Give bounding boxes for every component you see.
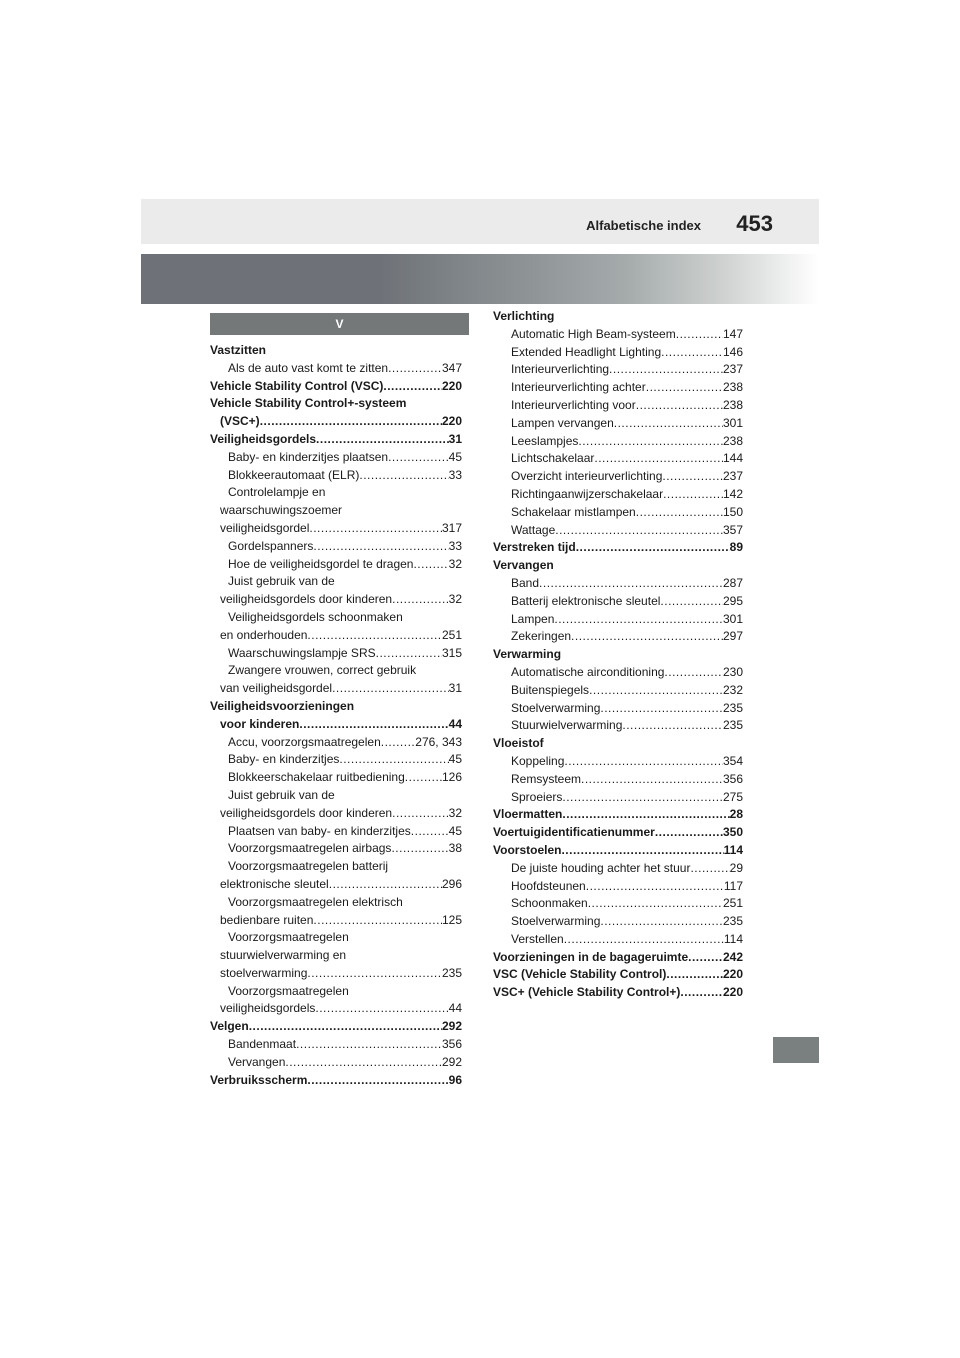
entry-text: Stuurwielverwarming	[511, 718, 623, 733]
entry-text: Overzicht interieurverlichting	[511, 469, 663, 484]
entry-text: Vloeistof	[493, 736, 544, 751]
entry-text: Stoelverwarming	[511, 914, 601, 929]
entry-text: Vervangen	[228, 1054, 286, 1069]
entry-text: en onderhouden	[220, 627, 308, 642]
index-subentry	[493, 522, 743, 540]
index-subentry	[493, 931, 743, 949]
entry-text: Waarschuwingslampje SRS	[228, 645, 376, 660]
dot-leader	[571, 628, 723, 646]
dot-leader	[609, 361, 723, 379]
dot-leader	[589, 682, 723, 700]
dot-leader	[307, 627, 442, 645]
entry-text: Interieurverlichting voor	[511, 397, 636, 412]
chapter-tab	[773, 1037, 819, 1063]
dot-leader	[588, 895, 723, 913]
page-reference: 125	[441, 912, 462, 927]
entry-text: Interieurverlichting	[511, 362, 610, 377]
page-reference: 33	[448, 467, 462, 482]
entry-text: Vastzitten	[210, 343, 267, 357]
index-entry	[210, 413, 462, 431]
index-subentry	[210, 840, 462, 858]
entry-text: Automatic High Beam-systeem	[511, 326, 676, 341]
entry-text: Automatische airconditioning	[511, 664, 665, 679]
dot-leader	[564, 931, 724, 949]
index-subentry	[210, 645, 462, 663]
dot-leader	[676, 326, 723, 344]
page-reference: 275	[722, 789, 743, 804]
index-entry	[210, 1018, 462, 1036]
index-subentry	[493, 486, 743, 504]
entry-text: De juiste houding achter het stuur	[511, 860, 691, 875]
index-subentry	[210, 787, 462, 805]
entry-text: Interieurverlichting achter	[511, 380, 646, 395]
entry-text: Vervangen	[493, 558, 554, 573]
dot-leader	[581, 771, 723, 789]
page-reference: 235	[722, 700, 743, 715]
index-subentry	[210, 983, 462, 1001]
page-reference: 32	[448, 556, 462, 571]
dot-leader	[562, 789, 723, 807]
dot-leader	[636, 397, 723, 415]
page-reference: 317	[441, 520, 462, 535]
page-reference: 220	[722, 967, 743, 982]
index-entry	[210, 1072, 462, 1090]
page-reference: 251	[722, 896, 743, 911]
index-entry	[493, 806, 743, 824]
entry-text: Zwangere vrouwen, correct gebruik	[228, 663, 417, 678]
entry-text: Als de auto vast komt te zitten	[228, 360, 389, 375]
page-reference: 146	[722, 344, 743, 359]
index-subentry	[493, 433, 743, 451]
entry-text: VSC (Vehicle Stability Control)	[493, 967, 667, 982]
page-reference: 354	[722, 753, 743, 768]
index-subentry	[493, 468, 743, 486]
index-subentry	[210, 858, 462, 876]
dot-leader	[249, 1018, 442, 1036]
dot-leader	[392, 591, 449, 609]
entry-text: Voorzorgsmaatregelen	[228, 930, 349, 945]
entry-text: Verlichting	[493, 309, 555, 323]
index-subentry	[493, 361, 743, 379]
page-reference: 150	[722, 504, 743, 519]
page-reference: 296	[441, 876, 462, 891]
page-reference: 357	[722, 522, 743, 537]
dot-leader	[381, 734, 416, 752]
index-subentry	[493, 878, 743, 896]
page-reference: 44	[448, 1001, 462, 1016]
dot-leader	[666, 966, 723, 984]
index-subentry	[493, 450, 743, 468]
dot-leader	[411, 823, 449, 841]
index-subentry	[210, 947, 462, 965]
dot-leader	[622, 717, 723, 735]
page-reference: 126	[441, 770, 462, 785]
entry-text: Voorstoelen	[493, 842, 562, 857]
entry-text: Stoelverwarming	[511, 700, 601, 715]
entry-text: Voorzorgsmaatregelen	[228, 983, 349, 998]
entry-text: veiligheidsgordels	[220, 1001, 316, 1016]
dot-leader	[313, 912, 442, 930]
page-reference: 356	[441, 1037, 462, 1052]
page-reference: 287	[722, 575, 743, 590]
header-title: Alfabetische index	[586, 218, 701, 233]
entry-text: Veiligheidsgordels	[210, 431, 317, 446]
index-subentry	[210, 360, 462, 378]
entry-text: Koppeling	[511, 753, 565, 768]
dot-leader	[388, 360, 442, 378]
dot-leader	[561, 842, 723, 860]
page-reference: 301	[722, 611, 743, 626]
index-entry	[210, 395, 462, 413]
dot-leader	[600, 913, 723, 931]
index-entry	[493, 984, 743, 1002]
entry-text: Baby- en kinderzitjes plaatsen	[228, 449, 389, 464]
entry-text: stuurwielverwarming en	[220, 948, 347, 963]
dot-leader	[539, 575, 723, 593]
index-subentry	[210, 1054, 462, 1072]
dot-leader	[309, 520, 442, 538]
index-subentry	[210, 502, 462, 520]
entry-text: Lampen vervangen	[511, 415, 614, 430]
page-reference: 315	[441, 645, 462, 660]
index-subentry	[493, 326, 743, 344]
entry-text: elektronische sleutel	[220, 876, 329, 891]
page-reference: 235	[722, 718, 743, 733]
entry-text: Vehicle Stability Control (VSC)	[210, 378, 384, 393]
index-subentry	[210, 805, 462, 823]
page-reference: 347	[441, 360, 462, 375]
entry-text: Extended Headlight Lighting	[511, 344, 662, 359]
index-subentry	[210, 734, 462, 752]
entry-text: Lampen	[511, 611, 555, 626]
entry-text: Remsysteem	[511, 771, 582, 786]
entry-text: Plaatsen van baby- en kinderzitjes	[228, 823, 411, 838]
page-reference: 242	[722, 949, 743, 964]
index-subentry	[493, 895, 743, 913]
index-subentry	[210, 769, 462, 787]
entry-text: veiligheidsgordels door kinderen	[220, 805, 393, 820]
index-entry	[493, 949, 743, 967]
index-subentry	[210, 662, 462, 680]
index-column-left	[210, 342, 462, 1089]
entry-text: Voorzieningen in de bagageruimte	[493, 949, 689, 964]
dot-leader	[555, 522, 723, 540]
dot-leader	[307, 1072, 448, 1090]
page-reference: 238	[722, 433, 743, 448]
entry-text: Sproeiers	[511, 789, 563, 804]
dot-leader	[296, 1036, 442, 1054]
entry-text: Controlelampje en	[228, 485, 326, 500]
page-reference: 28	[729, 807, 743, 822]
entry-text: Verstreken tijd	[493, 540, 576, 555]
dot-leader	[307, 965, 442, 983]
dot-leader	[600, 700, 723, 718]
dot-leader	[663, 486, 723, 504]
page-reference: 144	[722, 451, 743, 466]
index-subentry	[493, 575, 743, 593]
entry-text: Blokkeerschakelaar ruitbediening	[228, 770, 405, 785]
index-subentry	[493, 682, 743, 700]
dot-leader	[391, 840, 448, 858]
page-reference: 238	[722, 397, 743, 412]
entry-text: Verbruiksscherm	[210, 1072, 308, 1087]
index-entry	[210, 378, 462, 396]
entry-text: Accu, voorzorgsmaatregelen	[228, 734, 381, 749]
index-subentry	[210, 573, 462, 591]
dot-leader	[662, 468, 723, 486]
entry-text: Baby- en kinderzitjes	[228, 752, 340, 767]
page-reference: 32	[448, 805, 462, 820]
index-entry	[210, 431, 462, 449]
index-subentry	[210, 591, 462, 609]
entry-text: Vloermatten	[493, 807, 563, 822]
index-subentry	[210, 680, 462, 698]
index-entry	[493, 966, 743, 984]
entry-text: stoelverwarming	[220, 965, 308, 980]
page-reference: 301	[722, 415, 743, 430]
index-subentry	[493, 344, 743, 362]
entry-text: (VSC+)	[220, 414, 260, 429]
index-subentry	[210, 520, 462, 538]
index-subentry	[493, 700, 743, 718]
dot-leader	[636, 504, 723, 522]
dot-leader	[564, 753, 723, 771]
index-entry	[493, 539, 743, 557]
dot-leader	[313, 538, 448, 556]
index-subentry	[493, 771, 743, 789]
index-entry	[210, 716, 462, 734]
page-header	[141, 199, 819, 244]
dot-leader	[688, 949, 723, 967]
dot-leader	[586, 878, 724, 896]
index-subentry	[493, 397, 743, 415]
index-subentry	[210, 627, 462, 645]
dot-leader	[646, 379, 723, 397]
dot-leader	[661, 344, 723, 362]
index-subentry	[210, 876, 462, 894]
dot-leader	[332, 680, 449, 698]
dot-leader	[315, 1000, 448, 1018]
entry-text: Vehicle Stability Control+-systeem	[210, 396, 407, 411]
dot-leader	[329, 876, 442, 894]
page-reference: 45	[448, 449, 462, 464]
dot-leader	[680, 984, 723, 1002]
entry-text: waarschuwingszoemer	[220, 503, 343, 518]
entry-text: veiligheidsgordels door kinderen	[220, 592, 393, 607]
dot-leader	[383, 378, 442, 396]
entry-text: Batterij elektronische sleutel	[511, 593, 661, 608]
page-reference: 251	[441, 627, 462, 642]
page-reference: 45	[448, 823, 462, 838]
entry-text: Schakelaar mistlampen	[511, 504, 636, 519]
entry-text: Blokkeerautomaat (ELR)	[228, 467, 360, 482]
entry-text: Hoofdsteunen	[511, 878, 586, 893]
index-subentry	[210, 1000, 462, 1018]
entry-text: Verwarming	[493, 647, 562, 662]
page-reference: 220	[722, 985, 743, 1000]
dot-leader	[655, 824, 723, 842]
index-subentry	[493, 415, 743, 433]
page-reference: 31	[448, 431, 462, 446]
index-subentry	[210, 965, 462, 983]
entry-text: Band	[511, 575, 540, 590]
dot-leader	[690, 860, 729, 878]
page-reference: 295	[722, 593, 743, 608]
page-reference: 32	[448, 592, 462, 607]
index-entry	[210, 342, 462, 360]
entry-text: Hoe de veiligheidsgordel te dragen	[228, 556, 414, 571]
page-reference: 33	[448, 538, 462, 553]
page-reference: 44	[448, 716, 462, 731]
entry-text: Gordelspanners	[228, 538, 314, 553]
dot-leader	[359, 467, 448, 485]
page-reference: 237	[722, 362, 743, 377]
page-reference: 235	[441, 965, 462, 980]
index-subentry	[493, 913, 743, 931]
page-reference: 117	[723, 878, 743, 893]
index-subentry	[210, 538, 462, 556]
dot-leader	[388, 449, 449, 467]
dot-leader	[578, 433, 723, 451]
page-reference: 232	[722, 682, 743, 697]
page-reference: 235	[722, 914, 743, 929]
page-reference: 276, 343	[415, 734, 462, 749]
entry-text: Veiligheidsvoorzieningen	[210, 698, 355, 713]
index-entry	[210, 698, 462, 716]
entry-text: Voorzorgsmaatregelen airbags	[228, 841, 392, 856]
dot-leader	[392, 805, 449, 823]
index-subentry	[493, 860, 743, 878]
entry-text: VSC+ (Vehicle Stability Control+)	[493, 985, 681, 1000]
index-subentry	[210, 912, 462, 930]
entry-text: Bandenmaat	[228, 1037, 297, 1052]
dot-leader	[376, 645, 442, 663]
index-subentry	[210, 556, 462, 574]
entry-text: Richtingaanwijzerschakelaar	[511, 486, 664, 501]
entry-text: Velgen	[210, 1019, 249, 1034]
page-reference: 220	[441, 414, 462, 429]
entry-text: Buitenspiegels	[511, 682, 590, 697]
index-subentry	[493, 504, 743, 522]
entry-text: van veiligheidsgordel	[220, 681, 333, 696]
page-reference: 38	[448, 841, 462, 856]
page-reference: 45	[448, 752, 462, 767]
dot-leader	[594, 450, 723, 468]
page-reference: 230	[722, 664, 743, 679]
entry-text: Voorzorgsmaatregelen batterij	[228, 859, 389, 874]
page-reference: 114	[723, 931, 743, 946]
index-subentry	[210, 449, 462, 467]
page-reference: 147	[722, 326, 743, 341]
entry-text: veiligheidsgordel	[220, 520, 310, 535]
index-subentry	[210, 929, 462, 947]
index-subentry	[210, 751, 462, 769]
entry-text: Wattage	[511, 522, 556, 537]
page-reference: 350	[722, 825, 743, 840]
index-subentry	[210, 609, 462, 627]
entry-text: Juist gebruik van de	[228, 574, 335, 589]
dot-leader	[576, 539, 730, 557]
index-subentry	[493, 379, 743, 397]
page-reference: 114	[723, 842, 743, 857]
dot-leader	[664, 664, 723, 682]
index-subentry	[493, 611, 743, 629]
index-subentry	[210, 1036, 462, 1054]
dot-leader	[660, 593, 723, 611]
dot-leader	[316, 431, 449, 449]
page-reference: 31	[448, 681, 462, 696]
entry-text: Juist gebruik van de	[228, 787, 335, 802]
index-subentry	[493, 789, 743, 807]
index-entry	[493, 842, 743, 860]
index-entry	[493, 646, 743, 664]
dot-leader	[405, 769, 442, 787]
index-entry	[493, 557, 743, 575]
page-reference: 220	[441, 378, 462, 393]
dot-leader	[285, 1054, 442, 1072]
index-subentry	[210, 467, 462, 485]
entry-text: Veiligheidsgordels schoonmaken	[228, 609, 403, 624]
index-subentry	[210, 484, 462, 502]
index-subentry	[210, 894, 462, 912]
entry-text: Schoonmaken	[511, 896, 588, 911]
page-reference: 96	[448, 1072, 462, 1087]
page-reference: 29	[729, 860, 743, 875]
entry-text: Zekeringen	[511, 629, 572, 644]
index-entry	[493, 824, 743, 842]
index-subentry	[493, 628, 743, 646]
index-subentry	[493, 717, 743, 735]
page-reference: 292	[441, 1054, 462, 1069]
index-subentry	[210, 823, 462, 841]
dot-leader	[299, 716, 448, 734]
entry-text: Voertuigidentificatienummer	[493, 825, 655, 840]
dot-leader	[339, 751, 448, 769]
dot-leader	[554, 611, 723, 629]
index-column-right	[493, 308, 743, 1002]
entry-text: Lichtschakelaar	[511, 451, 595, 466]
page-number: 453	[736, 211, 773, 236]
section-letter: V	[210, 313, 469, 335]
page-reference: 237	[722, 469, 743, 484]
page-reference: 142	[722, 486, 743, 501]
page-reference: 297	[722, 629, 743, 644]
dot-leader	[562, 806, 729, 824]
page-reference: 238	[722, 380, 743, 395]
index-entry	[493, 308, 743, 326]
page-reference: 356	[722, 771, 743, 786]
page-reference: 89	[729, 540, 743, 555]
entry-text: Verstellen	[511, 931, 564, 946]
page-reference: 292	[441, 1019, 462, 1034]
dot-leader	[614, 415, 723, 433]
entry-text: Leeslampjes	[511, 433, 579, 448]
entry-text: Voorzorgsmaatregelen elektrisch	[228, 894, 403, 909]
index-subentry	[493, 753, 743, 771]
decorative-band	[141, 254, 819, 304]
dot-leader	[413, 556, 448, 574]
entry-text: voor kinderen	[220, 716, 300, 731]
index-entry	[493, 735, 743, 753]
entry-text: bedienbare ruiten	[220, 912, 314, 927]
index-subentry	[493, 664, 743, 682]
index-subentry	[493, 593, 743, 611]
dot-leader	[260, 413, 442, 431]
